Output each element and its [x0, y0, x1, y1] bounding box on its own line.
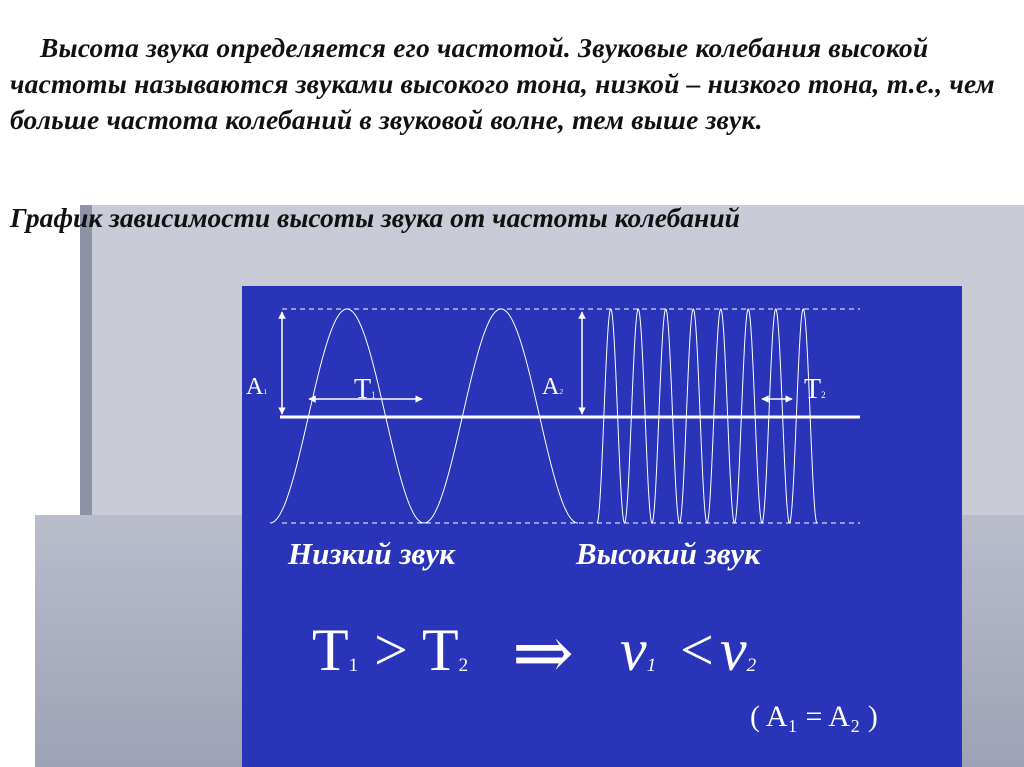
formula-nu2: $\nu_2$ [720, 617, 757, 683]
label-a1: $A_1$ [246, 374, 268, 400]
formula-greater-than: > [374, 617, 408, 683]
graph-heading: График зависимости высоты звука от частоты колебаний [10, 202, 740, 233]
label-a2: $A_2$ [542, 374, 564, 400]
caption-high-sound: Высокий звук [576, 536, 761, 571]
amplitude-equality-note: ( A₁ = A₂ ) [750, 700, 878, 733]
formula [312, 613, 872, 696]
formula-nu1: $\nu_1$ [620, 617, 657, 683]
background-left-stripe [80, 205, 92, 515]
formula-implies: ⇒ [512, 613, 575, 695]
formula-t1: $T_1$ [312, 617, 359, 683]
wave-diagram-panel [242, 286, 962, 767]
formula-t2: $T_2$ [422, 617, 469, 683]
label-t2: $T_2$ [804, 374, 826, 405]
intro-paragraph: Высота звука определяется его частотой. Звуковые колебания высокой частоты называются звуками высокого тона, низкой – низкого тона, т.е., чем больше частота колебаний в звуковой волне, тем выше звук. [10, 32, 995, 135]
formula-less-than: < [680, 617, 714, 683]
label-t1: $T_1$ [354, 374, 376, 405]
caption-low-sound: Низкий звук [288, 536, 455, 571]
